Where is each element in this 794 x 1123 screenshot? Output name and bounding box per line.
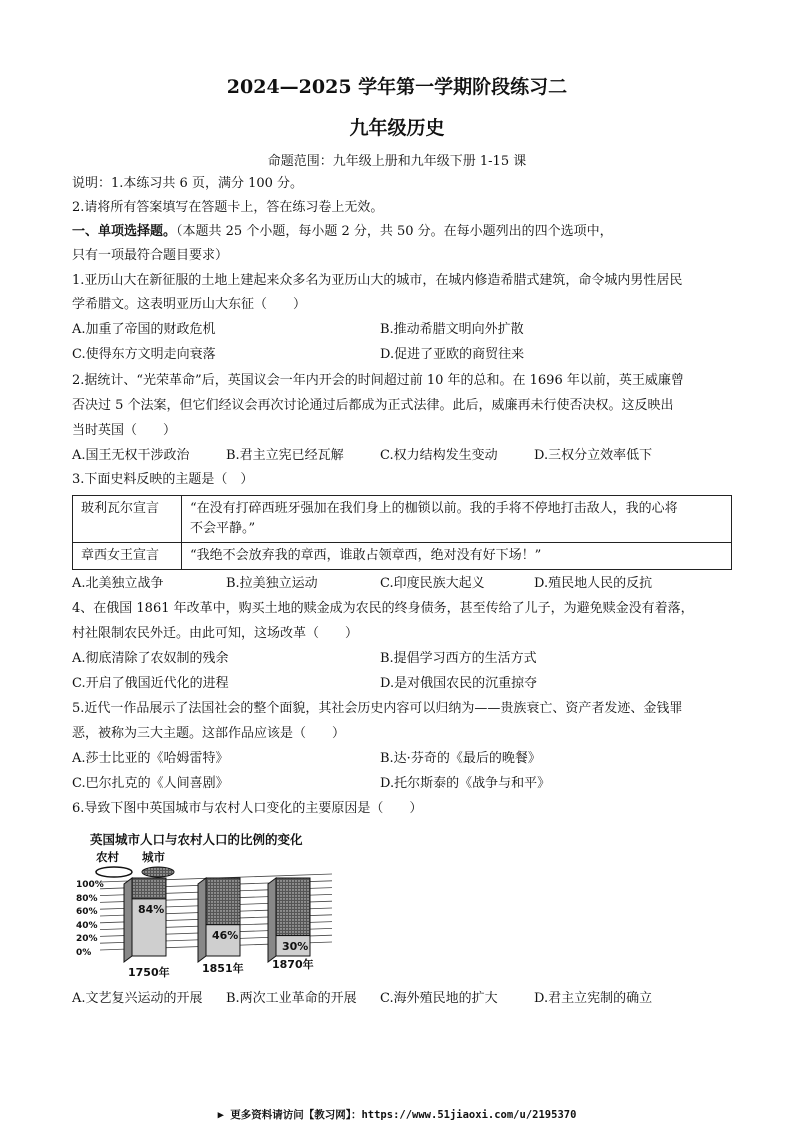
note-1: 说明：1.本练习共 6 页，满分 100 分。 [72,176,304,191]
q5-stem-b: 恶，被称为三大主题。这部作品应该是（ ） [72,726,346,741]
data-label: 30% [282,939,309,953]
q4-option-a[interactable]: A.彻底清除了农奴制的残余 [72,651,229,666]
data-label: 46% [212,928,239,942]
bar-side [198,878,206,962]
q2-stem-a: 2.据统计、“光荣革命”后，英国议会一年内开会的时间超过前 10 年的总和。在 1696 年以前，英王威廉曾 [72,373,684,388]
legend-urban-swatch [142,867,174,877]
section-desc-b: 只有一项最符合题目要求） [72,248,229,263]
q1-option-c[interactable]: C.使得东方文明走向衰落 [72,347,216,362]
q3-option-c[interactable]: C.印度民族大起义 [380,576,485,591]
y-tick-label: 0% [76,948,92,958]
table-row [73,543,732,570]
section-heading: 一、单项选择题。 [72,224,177,239]
q6-stem: 6.导致下图中英国城市与农村人口变化的主要原因是（ ） [72,801,423,816]
q5-option-d[interactable]: D.托尔斯泰的《战争与和平》 [380,776,551,791]
q5-option-b[interactable]: B.达·芬奇的《最后的晚餐》 [380,751,541,766]
q3-row1-quote-b: 不会平静。” [190,521,256,536]
q4-option-c[interactable]: C.开启了俄国近代化的进程 [72,676,229,691]
exam-title: 2024—2025 学年第一学期阶段练习二 [226,76,568,98]
q5-option-c[interactable]: C.巴尔扎克的《人间喜剧》 [72,776,229,791]
q4-stem-a: 4、在俄国 1861 年改革中，购买土地的赎金成为农民的终身债务，甚至传给了儿子，为避免赎金没有着落， [72,601,694,616]
legend-rural-swatch [96,867,132,877]
exam-subtitle: 九年级历史 [349,117,445,139]
bar-side [268,878,276,962]
x-tick-label: 1851年 [202,962,244,975]
q3-stem: 3.下面史料反映的主题是（ ） [72,472,254,487]
q3-option-a[interactable]: A.北美独立战争 [72,576,164,591]
bar-urban [132,878,166,899]
y-tick-label: 20% [76,934,98,945]
q1-option-a[interactable]: A.加重了帝国的财政危机 [72,322,216,337]
q2-stem-c: 当时英国（ ） [72,423,177,438]
q2-option-b[interactable]: B.君主立宪已经瓦解 [226,448,344,463]
bar-side [124,878,132,962]
q6-option-d[interactable]: D.君主立宪制的确立 [534,991,653,1006]
q3-row1-quote-a: “在没有打碎西班牙强加在我们身上的枷锁以前。我的手将不停地打击敌人，我的心将 [190,501,678,516]
q2-option-c[interactable]: C.权力结构发生变动 [380,448,498,463]
y-tick-label: 80% [76,893,98,904]
q3-source-table [72,495,732,570]
q6-option-c[interactable]: C.海外殖民地的扩大 [380,991,498,1006]
y-tick-label: 100% [76,880,104,890]
table-row [73,496,732,543]
q3-option-b[interactable]: B.拉美独立运动 [226,576,318,591]
q3-row1-quote [182,496,732,543]
q1-option-b[interactable]: B.推动希腊文明向外扩散 [380,322,524,337]
y-tick-label: 60% [76,907,98,918]
q4-option-b[interactable]: B.提倡学习西方的生活方式 [380,651,537,666]
section-desc-a: （本题共 25 个小题，每小题 2 分，共 50 分。在每小题列出的四个选项中， [176,224,613,239]
x-tick-label: 1750年 [128,966,170,979]
y-tick-label: 40% [76,920,98,931]
q1-stem-a: 1.亚历山大在新征服的土地上建起来众多名为亚历山大的城市，在城内修造希腊式建筑，命令城内男性居民 [72,273,683,288]
q3-row1-source: 玻利瓦尔宣言 [73,496,182,543]
legend-rural-label: 农村 [96,850,119,864]
q2-stem-b: 否决过 5 个法案，但它们经议会再次讨论通过后都成为正式法律。此后，威廉再未行使否决权。这反映出 [72,398,674,413]
chart-title: 英国城市人口与农村人口的比例的变化 [90,832,303,847]
footer-link[interactable]: ▶ 更多资料请访问【教习网】：https://www.51jiaoxi.com/u/2195370 [217,1109,577,1121]
legend-urban-label: 城市 [142,850,165,864]
q4-option-d[interactable]: D.是对俄国农民的沉重掠夺 [380,676,538,691]
bar-urban [276,878,310,936]
q6-option-b[interactable]: B.两次工业革命的开展 [226,991,357,1006]
q3-row2-quote: “我绝不会放弃我的章西，谁敢占领章西，绝对没有好下场！” [182,543,732,570]
q6-option-a[interactable]: A.文艺复兴运动的开展 [72,991,203,1006]
q5-option-a[interactable]: A.莎士比亚的《哈姆雷特》 [72,751,229,766]
q2-option-a[interactable]: A.国王无权干涉政治 [72,448,190,463]
q1-option-d[interactable]: D.促进了亚欧的商贸往来 [380,347,525,362]
note-2: 2.请将所有答案填写在答题卡上，答在练习卷上无效。 [72,200,384,215]
q3-row2-source: 章西女王宣言 [73,543,182,570]
chart-svg [76,826,338,976]
data-label: 84% [138,902,165,916]
x-tick-label: 1870年 [272,958,314,971]
q5-stem-a: 5.近代一作品展示了法国社会的整个面貌，其社会历史内容可以归纳为——贵族衰亡、资产者发迹、金钱罪 [72,701,683,716]
q2-option-d[interactable]: D.三权分立效率低下 [534,448,653,463]
bar-urban [206,878,240,925]
q1-stem-b: 学希腊文。这表明亚历山大东征（ ） [72,297,307,312]
q4-stem-b: 村社限制农民外迁。由此可知，这场改革（ ） [72,626,359,641]
q3-option-d[interactable]: D.殖民地人民的反抗 [534,576,653,591]
section-heading-row [72,223,613,241]
population-chart [76,826,338,979]
exam-scope: 命题范围：九年级上册和九年级下册 1-15 课 [267,154,527,169]
